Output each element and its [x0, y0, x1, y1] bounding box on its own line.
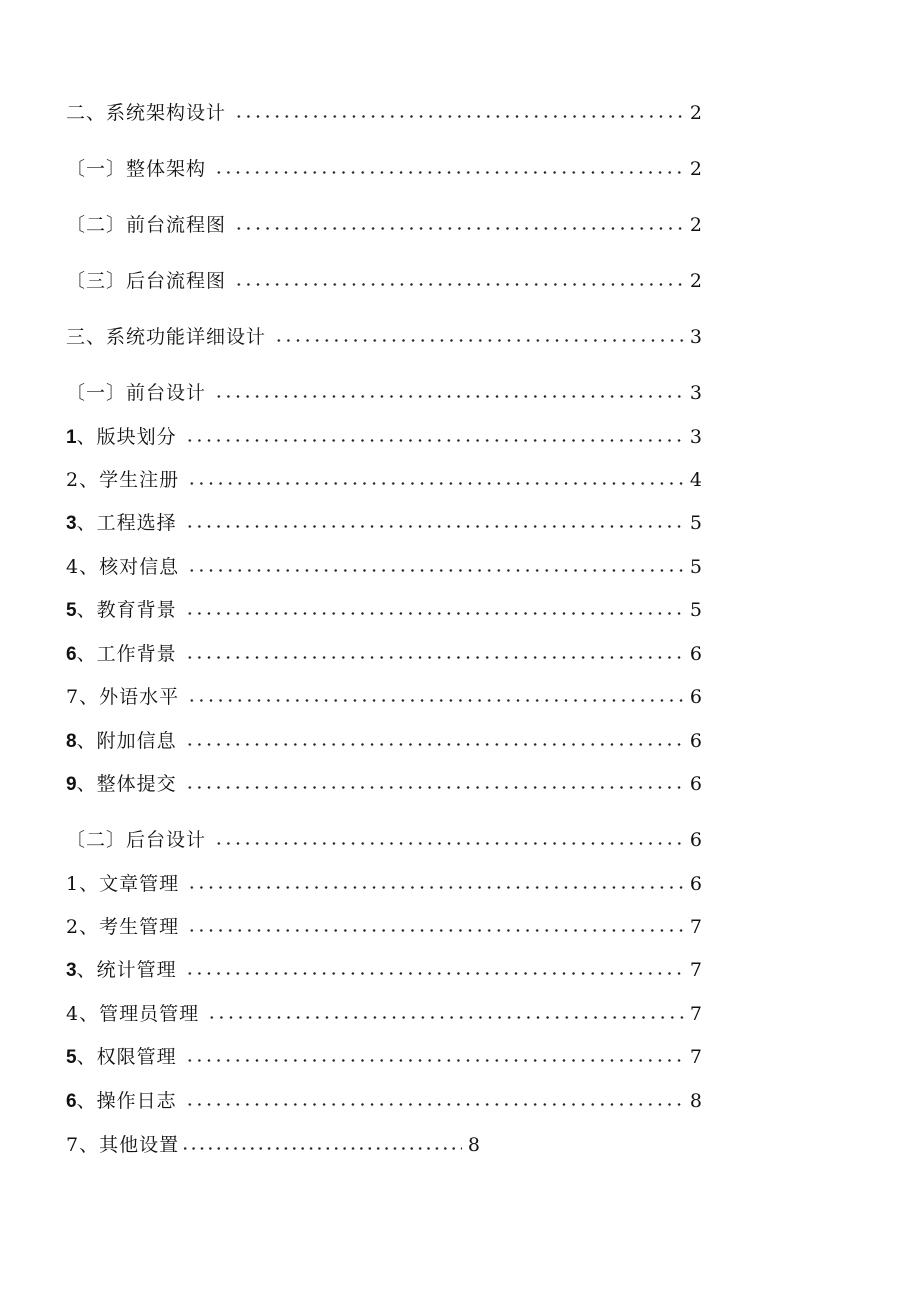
toc-dot-leader: [274, 339, 684, 342]
toc-page-number: 3: [689, 426, 702, 448]
toc-entry[interactable]: [66, 322, 702, 352]
toc-entry[interactable]: [66, 639, 702, 669]
toc-dot-leader: [185, 1059, 684, 1062]
toc-entry[interactable]: [66, 726, 702, 756]
toc-entry-title: 二、系统架构设计: [66, 102, 227, 124]
toc-dot-leader: [214, 395, 684, 398]
toc-entry-title: 9、整体提交: [66, 772, 177, 795]
toc-page-number: 3: [689, 326, 702, 348]
toc-dot-leader: [185, 525, 684, 528]
toc-dot-leader: [214, 171, 684, 174]
toc-entry-title: 2、学生注册: [66, 469, 180, 491]
toc-entry-title: 〔一〕整体架构: [66, 158, 207, 180]
toc-dot-leader: [234, 283, 684, 286]
toc-entry-title: 7、其他设置: [66, 1134, 180, 1156]
toc-entry[interactable]: [66, 912, 702, 942]
toc-page-number: 6: [689, 686, 702, 708]
toc-entry[interactable]: [66, 769, 702, 799]
toc-page-number: 7: [689, 916, 702, 938]
toc-entry-title: 〔二〕前台流程图: [66, 214, 227, 236]
toc-entry[interactable]: [66, 552, 702, 582]
toc-entry-title: 1、版块划分: [66, 425, 177, 448]
toc-entry-title: 6、工作背景: [66, 642, 177, 665]
toc-entry[interactable]: [66, 1042, 702, 1072]
toc-entry[interactable]: [66, 266, 702, 296]
toc-page-number: 5: [689, 556, 702, 578]
toc-entry[interactable]: [66, 154, 702, 184]
toc-page-number: 6: [689, 829, 702, 851]
toc-page-number: 2: [689, 158, 702, 180]
toc-entry[interactable]: [66, 1086, 702, 1116]
toc-dot-leader: [207, 1016, 684, 1019]
toc-dot-leader: [185, 612, 684, 615]
toc-entry[interactable]: [66, 955, 702, 985]
toc-entry-title: 1、文章管理: [66, 873, 180, 895]
toc-entry-title: 5、教育背景: [66, 598, 177, 621]
toc-dot-leader: [187, 699, 684, 702]
toc-entry-title: 8、附加信息: [66, 729, 177, 752]
toc-dot-leader: [185, 786, 684, 789]
toc-entry-title: 三、系统功能详细设计: [66, 326, 267, 348]
toc-dot-leader: [185, 972, 684, 975]
toc-dot-leader: [234, 227, 684, 230]
toc-page-number: 7: [689, 1046, 702, 1068]
toc-entry[interactable]: [66, 378, 702, 408]
toc-dot-leader: [187, 886, 684, 889]
toc-entry[interactable]: [66, 825, 702, 855]
toc-page-number: 2: [689, 270, 702, 292]
toc-entry[interactable]: [66, 465, 702, 495]
toc-page-number: 5: [689, 512, 702, 534]
toc-dot-leader: [187, 929, 684, 932]
toc-page-number: 2: [689, 102, 702, 124]
toc-dot-leader: [187, 482, 684, 485]
toc-entry-title: 6、操作日志: [66, 1089, 177, 1112]
toc-entry[interactable]: [66, 682, 702, 712]
toc-page-number: 5: [689, 599, 702, 621]
toc-dot-leader: [185, 1103, 684, 1106]
toc-dot-leader: [181, 1147, 462, 1150]
toc-entry[interactable]: [66, 869, 702, 899]
toc-entry[interactable]: [66, 422, 702, 452]
toc-entry-title: 〔二〕后台设计: [66, 829, 207, 851]
toc-entry-title: 7、外语水平: [66, 686, 180, 708]
toc-page-number: 6: [689, 643, 702, 665]
toc-page-number: 6: [689, 773, 702, 795]
toc-page-number: 8: [689, 1090, 702, 1112]
toc-page-number: 6: [689, 873, 702, 895]
toc-entry-title: 〔三〕后台流程图: [66, 270, 227, 292]
toc-page-number: 8: [467, 1134, 480, 1156]
toc-dot-leader: [187, 569, 684, 572]
toc-entry-title: 2、考生管理: [66, 916, 180, 938]
toc-page-number: 6: [689, 730, 702, 752]
toc-entry-title: 〔一〕前台设计: [66, 382, 207, 404]
toc-dot-leader: [185, 439, 684, 442]
toc-entry[interactable]: [66, 999, 702, 1029]
toc-entry[interactable]: [66, 508, 702, 538]
toc-entry[interactable]: [66, 98, 702, 128]
toc-entry[interactable]: [66, 1130, 480, 1160]
toc-dot-leader: [234, 115, 684, 118]
toc-dot-leader: [185, 743, 684, 746]
toc-entry-title: 5、权限管理: [66, 1045, 177, 1068]
toc-page-number: 7: [689, 959, 702, 981]
toc-entry-title: 4、管理员管理: [66, 1003, 200, 1025]
toc-entry[interactable]: [66, 210, 702, 240]
toc-entry-title: 3、工程选择: [66, 511, 177, 534]
toc-entry-title: 4、核对信息: [66, 556, 180, 578]
toc-page-number: 3: [689, 382, 702, 404]
toc-entry-title: 3、统计管理: [66, 958, 177, 981]
toc-page-number: 4: [689, 469, 702, 491]
toc-page-number: 7: [689, 1003, 702, 1025]
toc-entry[interactable]: [66, 595, 702, 625]
toc-dot-leader: [214, 842, 684, 845]
toc-dot-leader: [185, 656, 684, 659]
toc-page-number: 2: [689, 214, 702, 236]
